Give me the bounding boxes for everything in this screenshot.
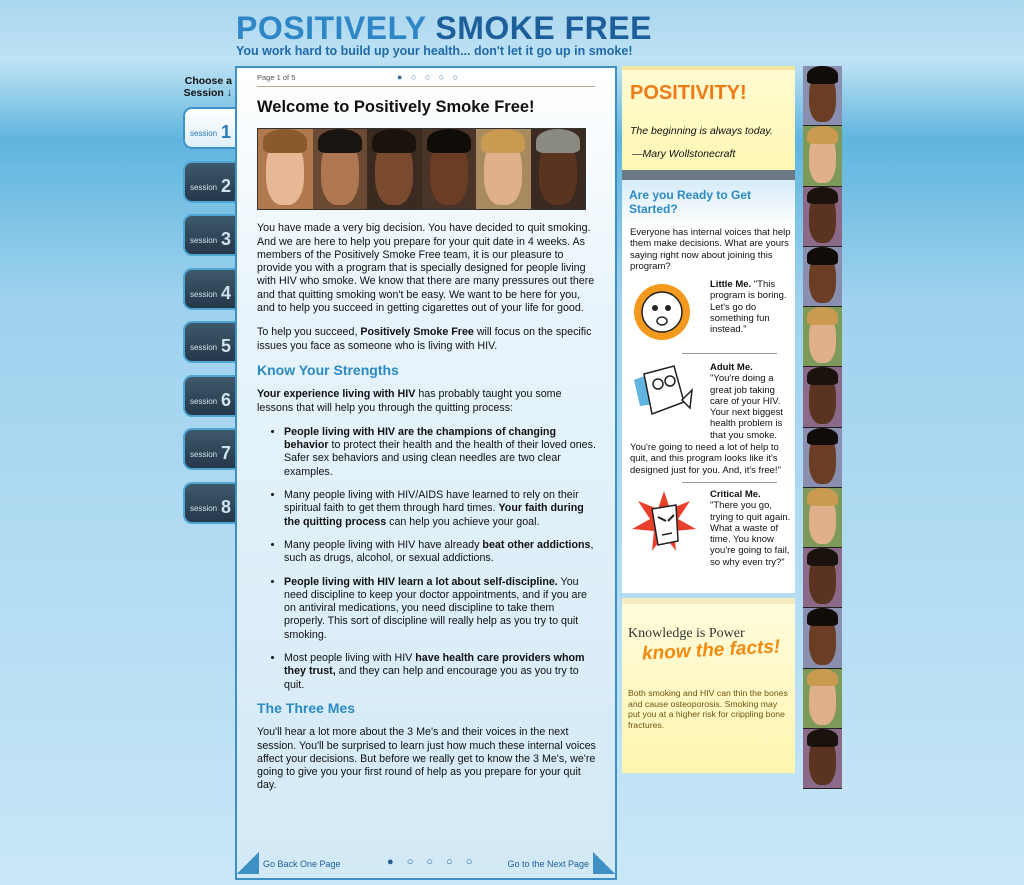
page-dots-top[interactable]: ● ○ ○ ○ ○ [397,72,462,82]
heading-know-your-strengths: Know Your Strengths [257,361,399,378]
me-name: Critical Me. [710,489,761,500]
session-tabs [183,107,237,535]
divider [257,86,595,87]
person-photo [313,129,368,209]
tab-label: session [190,236,218,245]
person-photo [803,608,842,668]
tab-number: 3 [220,229,231,249]
tab-label: session [190,289,218,299]
tab-session-5[interactable] [183,321,237,363]
bold-text: Your faith during the quitting process [284,502,584,528]
program-name: Positively Smoke Free [360,326,474,339]
text: has probably taught you some lessons that will help you through the quitting process: [257,388,562,414]
person-photo [803,307,842,367]
knowledge-is-power: Knowledge is Power [628,626,745,641]
tab-label: session [190,129,218,138]
adult-me-text-continued: You're going to need a lot of help to quit, and this program looks like it's designed just for you. And, it's free!" [630,442,781,476]
ready-title: Are you Ready to Get Started? [629,188,752,216]
go-back-link[interactable]: Go Back One Page [263,859,341,869]
tab-session-8[interactable] [183,482,237,524]
person-photo [367,129,422,209]
text: will focus on the specific issues you face as someone who is living with HIV. [257,326,592,352]
little-me [630,279,792,343]
page-indicator: Page 1 of 5 [257,73,296,82]
tab-session-1[interactable] [183,107,237,149]
person-photo [803,729,842,789]
intro-paragraph: You have made a very big decision. You have decided to quit smoking. And we are here to help you prepare for your quit date in 4 weeks. As members of the Positively Smoke Free team, it is our pleasure to provide you with a program that is specially designed for people living with HIV who smoke. We know that there are many pressures out there and that quitting smoking won't be easy. We want to be here for you, and to help you succeed in getting cigarettes out of your life for good. [257,222,595,315]
person-photo [803,428,842,488]
logo-word-smoke-free: SMOKE FREE [435,10,652,46]
strengths-list [284,426,597,692]
positivity-title: POSITIVITY! [630,82,747,104]
text: Many people living with HIV have already [284,538,483,551]
bold-text: People living with HIV are the champions of changing behavior [284,425,556,452]
person-photo [803,66,842,126]
person-photo [531,129,586,209]
faces-photo-strip [803,66,842,789]
next-page-link[interactable]: Go to the Next Page [507,859,589,869]
text: Most people living with HIV [284,652,416,665]
bold-text: People living with HIV learn a lot about self-discipline. [284,575,558,588]
person-photo [803,247,842,307]
text: To help you succeed, [257,326,361,339]
list-item [284,489,597,529]
text: to protect their health and the health of their loved ones. Safer sex behaviors and using clean needles are two clear examples. [284,439,596,478]
page-dots-bottom[interactable]: ● ○ ○ ○ ○ [387,856,478,868]
critical-me-face-icon [630,489,698,553]
person-photo [803,367,842,427]
tab-number: 5 [220,336,231,356]
person-photo [422,129,477,209]
tab-number: 6 [220,389,231,410]
site-header [236,10,656,58]
person-photo [803,669,842,729]
text: "There you go, trying to quit again. What a waste of time. You know you're going to fail, so why even try?" [710,500,791,568]
quote-text: The beginning is always today. [630,125,773,137]
critical-me-text [710,489,792,568]
people-photo-strip [257,128,586,210]
adult-me-face-icon [630,362,698,426]
quote-author: —Mary Wollstonecraft [632,148,736,160]
positivity-quote-box [622,66,795,170]
person-photo [803,187,842,247]
strengths-intro [257,388,597,415]
tab-number: 1 [220,122,231,142]
person-photo [803,488,842,548]
tab-session-2[interactable] [183,161,237,203]
tab-session-4[interactable] [183,268,237,310]
little-me-face-icon [630,279,698,343]
page-navigation [237,852,615,874]
tab-session-3[interactable] [183,214,237,256]
article [257,98,597,804]
tab-label: session [190,182,218,192]
tab-number: 2 [220,175,231,196]
tab-number: 4 [220,282,231,303]
person-photo [803,548,842,608]
back-corner-arrow-icon[interactable] [237,852,259,874]
text: Many people living with HIV/AIDS have learned to rely on their spiritual faith to get them through hard times. [284,489,579,515]
tab-number: 7 [220,443,231,463]
divider [682,353,777,354]
person-photo [258,129,313,209]
know-the-facts: know the facts! [641,636,781,665]
person-photo [803,126,842,186]
tab-label: session [190,450,218,459]
divider-bar [622,170,795,180]
site-logo[interactable] [236,10,656,46]
next-corner-arrow-icon[interactable] [593,852,615,874]
tab-label: session [190,396,218,406]
text: "This program is boring. Let's go do something fun instead." [710,279,787,336]
adult-me-text [710,362,792,441]
main-content-panel [235,66,617,880]
bold-text: have health care providers whom they trust, [284,652,585,678]
little-me-text [710,279,792,335]
tab-number: 8 [220,496,231,517]
list-item [284,539,597,566]
tagline: You work hard to build up your health... don't let it go up in smoke! [236,44,633,58]
choose-session-label: Choose a Session ↓ [183,75,232,99]
text: can help you achieve your goal. [386,515,540,528]
list-item [284,426,597,479]
me-name: Adult Me. [710,362,753,373]
person-photo [476,129,531,209]
text: You need discipline to keep your doctor appointments, and if you are on antiviral medications, you need discipline to take them properly. This sort of discipline will really help as you try to quit smoking. [284,575,588,641]
text: and they can help and encourage you as you try to quit. [284,665,579,691]
three-mes-paragraph: You'll hear a lot more about the 3 Me's and their voices in the next session. You'll be surprised to learn just how much these internal voices affect your decisions. But before we really get to know the 3 Me's, we're going to give you your first round of help as you prepare for your quit day. [257,726,596,792]
tab-label: session [190,343,218,352]
facts-text: Both smoking and HIV can thin the bones and cause osteoporosis. Smoking may put you at a higher risk for crippling bone fractures. [628,688,788,730]
tab-session-6[interactable] [183,375,237,417]
logo-word-positively: POSITIVELY [236,10,426,46]
bold-text: Your experience living with HIV [257,388,416,401]
intro-paragraph-2 [257,326,597,353]
list-item [284,576,597,642]
page-title: Welcome to Positively Smoke Free! [257,98,535,116]
ready-intro: Everyone has internal voices that help them make decisions. What are yours saying right now about joining this program? [630,227,791,272]
bold-text: beat other addictions [482,538,591,551]
tab-session-7[interactable] [183,428,237,470]
ready-box [622,180,795,593]
list-item [284,652,597,692]
heading-three-mes: The Three Mes [257,699,356,716]
tab-label: session [190,503,218,513]
divider [682,482,777,483]
me-name: Little Me. [710,279,752,290]
text: , such as drugs, alcohol, or sexual addictions. [284,538,594,565]
knowledge-facts-box [622,598,795,773]
text: "You're doing a great job taking care of your HIV. Your next biggest health problem is that you smoke. [710,373,784,441]
